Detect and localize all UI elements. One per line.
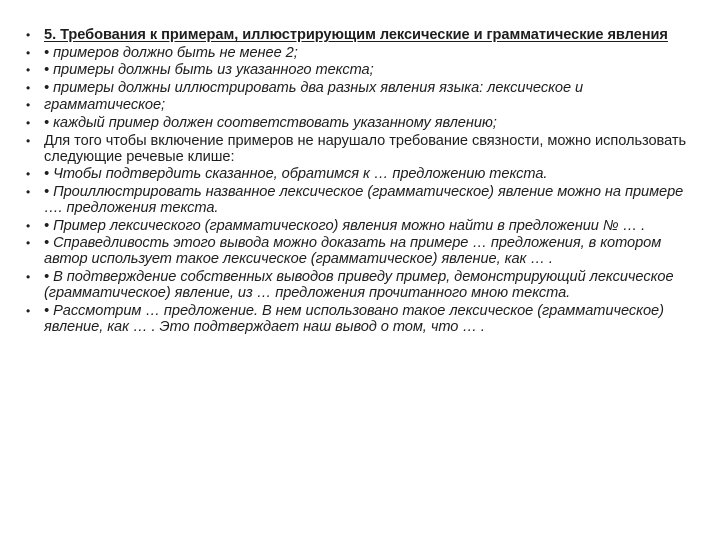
- bullet-item: [24, 97, 696, 113]
- bullet-marker: •: [26, 167, 31, 182]
- bullet-marker: •: [26, 80, 31, 95]
- requirement-text: • примеры должны иллюстрировать два разных явления языка: лексическое и: [44, 79, 584, 96]
- heading-text: 5. Требования к примерам, иллюстрирующим лексические и грамматические явления: [44, 27, 668, 43]
- bullet-item: [24, 62, 696, 78]
- bullet-item: [24, 269, 696, 301]
- requirement-text: • каждый пример должен соответствовать указанному явлению;: [44, 114, 497, 131]
- cliche-text: • Рассмотрим … предложение. В нем использовано такое лексическое (грамматическое) явление, как … . Это подтверждает наш вывод о том, что … .: [44, 302, 664, 335]
- bullet-item: [24, 80, 696, 96]
- bullet-marker: •: [26, 115, 31, 130]
- bullet-item: [24, 45, 696, 61]
- cliche-text: • Справедливость этого вывода можно доказать на примере … предложения, в котором автор использует такое лексическое (грамматическое) явление, как … .: [44, 235, 662, 268]
- requirement-text: • примеры должны быть из указанного текста;: [44, 62, 374, 79]
- bullet-item: [24, 303, 696, 335]
- cliche-text: • Чтобы подтвердить сказанное, обратимся к … предложению текста.: [44, 166, 548, 183]
- bullet-marker: •: [26, 45, 31, 60]
- bullet-item: [24, 115, 696, 131]
- bullet-item: [24, 218, 696, 234]
- bullet-item: [24, 166, 696, 182]
- bullet-item: [24, 184, 696, 216]
- cliche-text: • Пример лексического (грамматического) явления можно найти в предложении № … .: [44, 217, 646, 234]
- bullet-marker: •: [26, 269, 31, 284]
- bullet-marker: •: [26, 133, 31, 148]
- bullet-marker: •: [26, 303, 31, 318]
- bullet-marker: •: [26, 184, 31, 199]
- bullet-marker: •: [26, 236, 31, 251]
- bullet-marker: •: [26, 218, 31, 233]
- bullet-item: [24, 133, 696, 165]
- bullet-list: [24, 27, 696, 336]
- cliche-text: • В подтверждение собственных выводов приведу пример, демонстрирующий лексическое (грамматическое) явление, из … предложения прочитанного мною текста.: [44, 268, 674, 301]
- intro-text: Для того чтобы включение примеров не нарушало требование связности, можно использовать следующие речевые клише:: [44, 132, 687, 165]
- bullet-item-heading: [24, 27, 696, 43]
- bullet-marker: •: [26, 28, 31, 42]
- requirement-text: • примеров должно быть не менее 2;: [44, 44, 298, 61]
- cliche-text: • Проиллюстрировать названное лексическое (грамматическое) явление можно на примере …. предложения текста.: [44, 183, 684, 216]
- bullet-marker: •: [26, 98, 31, 113]
- bullet-item: [24, 235, 696, 267]
- requirement-text: грамматическое;: [44, 97, 166, 114]
- bullet-marker: •: [26, 63, 31, 78]
